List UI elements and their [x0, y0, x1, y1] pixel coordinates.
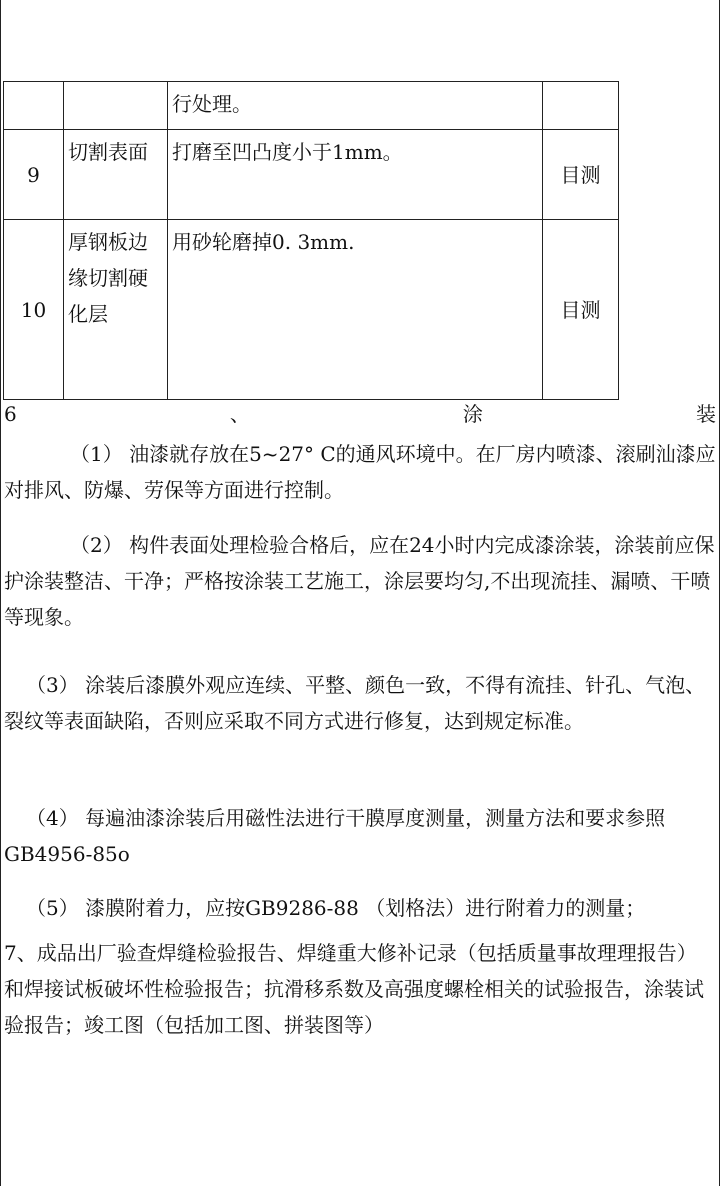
row-content: 行处理。: [168, 82, 543, 130]
paragraph-text: （1） 油漆就存放在5~27° C的通风环境中。在厂房内喷漆、滚刷汕漆应对排风、防爆、劳保等方面进行控制。: [4, 442, 716, 502]
paragraph-3: [4, 667, 716, 739]
row-content: 用砂轮磨掉0. 3mm.: [168, 220, 543, 400]
paragraph-text: 7、成品出厂验查焊缝检验报告、焊缝重大修补记录（包括质量事故理理报告）和焊接试板破坏性检验报告；抗滑移系数及高强度螺栓相关的试验报告，涂装试验报告；竣工图（包括加工图、拼装图等）: [4, 941, 704, 1037]
row-method: 目测: [543, 130, 619, 220]
section-6-heading: [4, 398, 716, 430]
page-left-border: [0, 0, 1, 1186]
row-item: [64, 82, 168, 130]
section-title-char-1: 涂: [462, 402, 483, 426]
table-row: [4, 130, 619, 220]
paragraph-7: [4, 935, 716, 1043]
row-content: 打磨至凹凸度小于1mm。: [168, 130, 543, 220]
row-item: 切割表面: [64, 130, 168, 220]
paragraph-text: （3） 涂装后漆膜外观应连续、平整、颜色一致，不得有流挂、针孔、气泡、裂纹等表面缺陷，否则应采取不同方式进行修复，达到规定标准。: [4, 673, 706, 733]
table-row: [4, 220, 619, 400]
row-item: 厚钢板边缘切割硬化层: [64, 220, 168, 400]
row-number: [4, 82, 64, 130]
section-title-char-2: 装: [695, 402, 716, 426]
paragraph-5: [4, 890, 716, 926]
section-number: 6: [4, 402, 17, 426]
paragraph-4: [4, 800, 716, 872]
paragraph-text: （4） 每遍油漆涂装后用磁性法进行干膜厚度测量，测量方法和要求参照 GB4956-85o: [4, 806, 666, 866]
paragraph-text: （5） 漆膜附着力，应按GB9286-88 （划格法）进行附着力的测量；: [26, 896, 646, 920]
paragraph-1: [4, 436, 716, 508]
section-separator: 、: [229, 402, 250, 426]
row-number: 9: [4, 130, 64, 220]
row-method: 目测: [543, 220, 619, 400]
paragraph-2: [4, 527, 716, 635]
inspection-table: [3, 81, 619, 400]
table-row: [4, 82, 619, 130]
row-number: 10: [4, 220, 64, 400]
paragraph-text: （2） 构件表面处理检验合格后，应在24小时内完成漆涂装，涂装前应保护涂装整洁、干净；严格按涂装工艺施工，涂层要均匀,不出现流挂、漏喷、干喷等现象。: [4, 533, 715, 629]
row-method: [543, 82, 619, 130]
